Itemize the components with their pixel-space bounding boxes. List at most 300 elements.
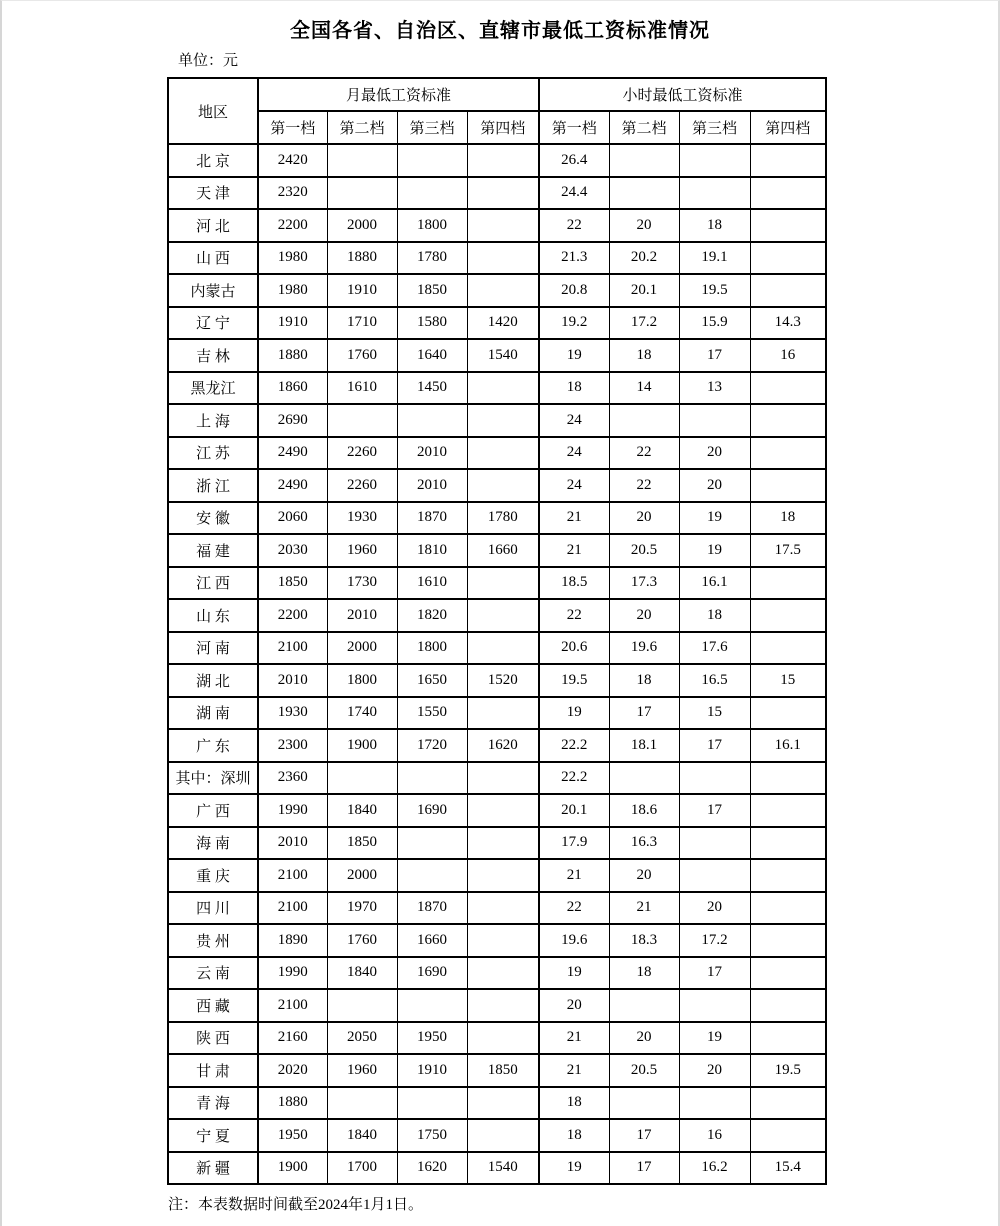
region-cell: 安 徽 xyxy=(168,502,258,535)
table-cell: 19 xyxy=(679,534,750,567)
table-cell xyxy=(327,404,397,437)
tier-column-header: 第四档 xyxy=(467,111,539,144)
region-cell: 西 藏 xyxy=(168,989,258,1022)
table-cell: 1890 xyxy=(258,924,327,957)
table-cell: 1900 xyxy=(327,729,397,762)
table-cell xyxy=(679,177,750,210)
table-cell: 2000 xyxy=(327,632,397,665)
table-cell: 20 xyxy=(609,209,679,242)
table-cell: 2100 xyxy=(258,632,327,665)
table-cell: 2100 xyxy=(258,859,327,892)
region-cell: 江 西 xyxy=(168,567,258,600)
header-group-row xyxy=(168,78,826,111)
table-cell: 17 xyxy=(679,794,750,827)
table-cell xyxy=(750,989,826,1022)
table-cell xyxy=(679,1087,750,1120)
region-cell: 湖 北 xyxy=(168,664,258,697)
table-cell: 17 xyxy=(679,729,750,762)
table-cell: 2360 xyxy=(258,762,327,795)
table-cell: 19.5 xyxy=(679,274,750,307)
table-cell xyxy=(397,827,467,860)
table-cell: 16.5 xyxy=(679,664,750,697)
table-cell xyxy=(397,144,467,177)
table-cell: 20 xyxy=(609,859,679,892)
table-cell: 1700 xyxy=(327,1152,397,1185)
table-cell: 1760 xyxy=(327,924,397,957)
table-cell: 2200 xyxy=(258,599,327,632)
table-cell xyxy=(467,1087,539,1120)
table-row xyxy=(168,1152,826,1185)
table-cell: 1580 xyxy=(397,307,467,340)
table-cell xyxy=(609,177,679,210)
table-cell xyxy=(679,404,750,437)
table-cell: 17.9 xyxy=(539,827,609,860)
table-cell xyxy=(467,924,539,957)
table-cell xyxy=(327,989,397,1022)
table-cell: 1820 xyxy=(397,599,467,632)
table-cell xyxy=(750,274,826,307)
table-cell: 2490 xyxy=(258,469,327,502)
table-cell: 19 xyxy=(679,502,750,535)
region-cell: 海 南 xyxy=(168,827,258,860)
table-cell: 13 xyxy=(679,372,750,405)
region-cell: 内蒙古 xyxy=(168,274,258,307)
table-cell: 19.6 xyxy=(539,924,609,957)
table-cell xyxy=(467,372,539,405)
table-cell: 1760 xyxy=(327,339,397,372)
table-cell: 16 xyxy=(750,339,826,372)
table-cell: 1850 xyxy=(467,1054,539,1087)
region-cell: 湖 南 xyxy=(168,697,258,730)
tier-column-header: 第三档 xyxy=(679,111,750,144)
table-cell xyxy=(679,827,750,860)
table-cell: 1850 xyxy=(327,827,397,860)
region-cell: 北 京 xyxy=(168,144,258,177)
table-cell: 18 xyxy=(539,1119,609,1152)
table-cell: 18 xyxy=(679,209,750,242)
table-cell: 1910 xyxy=(258,307,327,340)
region-cell: 山 西 xyxy=(168,242,258,275)
table-cell: 1540 xyxy=(467,1152,539,1185)
region-cell: 陕 西 xyxy=(168,1022,258,1055)
table-cell: 19 xyxy=(539,697,609,730)
table-cell xyxy=(467,632,539,665)
table-cell: 1880 xyxy=(258,1087,327,1120)
region-cell: 贵 州 xyxy=(168,924,258,957)
table-row xyxy=(168,957,826,990)
hourly-group-header: 小时最低工资标准 xyxy=(539,78,826,111)
table-cell xyxy=(679,859,750,892)
table-cell: 1620 xyxy=(467,729,539,762)
table-cell: 20 xyxy=(679,1054,750,1087)
table-cell xyxy=(467,1022,539,1055)
table-cell xyxy=(467,989,539,1022)
table-cell: 1840 xyxy=(327,1119,397,1152)
table-cell xyxy=(679,144,750,177)
table-cell: 1660 xyxy=(397,924,467,957)
region-column-header: 地区 xyxy=(168,78,258,144)
table-cell xyxy=(609,144,679,177)
table-cell: 26.4 xyxy=(539,144,609,177)
table-cell: 2690 xyxy=(258,404,327,437)
table-cell: 22 xyxy=(609,469,679,502)
table-cell: 2010 xyxy=(397,469,467,502)
table-cell xyxy=(397,177,467,210)
table-cell: 20.6 xyxy=(539,632,609,665)
table-cell: 16.3 xyxy=(609,827,679,860)
table-cell xyxy=(750,372,826,405)
table-cell xyxy=(609,1087,679,1120)
table-row xyxy=(168,144,826,177)
table-cell: 2100 xyxy=(258,892,327,925)
table-cell: 17 xyxy=(609,1152,679,1185)
table-cell: 2060 xyxy=(258,502,327,535)
table-cell: 1980 xyxy=(258,274,327,307)
table-cell: 20.5 xyxy=(609,534,679,567)
region-cell: 青 海 xyxy=(168,1087,258,1120)
table-cell: 20 xyxy=(609,1022,679,1055)
table-cell xyxy=(609,762,679,795)
table-cell: 18.3 xyxy=(609,924,679,957)
region-cell: 广 东 xyxy=(168,729,258,762)
table-cell: 2260 xyxy=(327,469,397,502)
table-cell: 21 xyxy=(539,534,609,567)
table-cell: 19.5 xyxy=(539,664,609,697)
table-cell: 22 xyxy=(609,437,679,470)
table-cell: 1990 xyxy=(258,794,327,827)
region-cell: 浙 江 xyxy=(168,469,258,502)
table-cell: 22.2 xyxy=(539,729,609,762)
table-cell xyxy=(467,274,539,307)
table-cell: 15 xyxy=(679,697,750,730)
table-cell: 17.2 xyxy=(609,307,679,340)
table-row xyxy=(168,339,826,372)
table-cell xyxy=(750,762,826,795)
table-cell: 1740 xyxy=(327,697,397,730)
header-tier-row xyxy=(168,111,826,144)
table-cell xyxy=(467,1119,539,1152)
table-cell xyxy=(397,859,467,892)
region-cell: 广 西 xyxy=(168,794,258,827)
table-cell: 17.6 xyxy=(679,632,750,665)
table-row xyxy=(168,307,826,340)
table-cell: 2030 xyxy=(258,534,327,567)
table-cell: 2300 xyxy=(258,729,327,762)
table-cell xyxy=(467,794,539,827)
table-cell xyxy=(467,859,539,892)
table-cell: 2320 xyxy=(258,177,327,210)
table-cell: 21 xyxy=(539,859,609,892)
table-cell: 22.2 xyxy=(539,762,609,795)
footnote: 注：本表数据时间截至2024年1月1日。 xyxy=(168,1197,424,1213)
table-cell: 18.5 xyxy=(539,567,609,600)
table-cell: 20.1 xyxy=(609,274,679,307)
table-cell xyxy=(750,404,826,437)
table-cell: 1900 xyxy=(258,1152,327,1185)
table-cell: 22 xyxy=(539,892,609,925)
table-cell: 19 xyxy=(539,957,609,990)
table-cell: 1860 xyxy=(258,372,327,405)
table-cell: 24.4 xyxy=(539,177,609,210)
table-cell: 24 xyxy=(539,437,609,470)
table-cell xyxy=(467,404,539,437)
table-cell: 1710 xyxy=(327,307,397,340)
table-cell: 19.1 xyxy=(679,242,750,275)
table-cell: 2010 xyxy=(258,664,327,697)
table-row xyxy=(168,242,826,275)
region-cell: 云 南 xyxy=(168,957,258,990)
region-cell: 天 津 xyxy=(168,177,258,210)
table-cell: 1720 xyxy=(397,729,467,762)
table-cell: 1660 xyxy=(467,534,539,567)
table-cell xyxy=(327,144,397,177)
table-cell: 20 xyxy=(679,437,750,470)
region-cell: 上 海 xyxy=(168,404,258,437)
table-row xyxy=(168,534,826,567)
table-cell xyxy=(750,1119,826,1152)
table-cell xyxy=(467,827,539,860)
table-cell xyxy=(750,697,826,730)
table-cell: 1780 xyxy=(467,502,539,535)
table-row xyxy=(168,794,826,827)
region-cell: 四 川 xyxy=(168,892,258,925)
table-cell xyxy=(750,1087,826,1120)
table-cell: 1930 xyxy=(258,697,327,730)
region-cell: 河 南 xyxy=(168,632,258,665)
table-cell: 15 xyxy=(750,664,826,697)
table-row xyxy=(168,892,826,925)
table-cell: 1850 xyxy=(258,567,327,600)
table-cell xyxy=(467,957,539,990)
table-cell: 20.2 xyxy=(609,242,679,275)
table-row xyxy=(168,664,826,697)
table-cell xyxy=(750,957,826,990)
table-row xyxy=(168,437,826,470)
table-cell: 1800 xyxy=(397,209,467,242)
table-cell: 21 xyxy=(539,1054,609,1087)
table-cell xyxy=(467,242,539,275)
table-cell: 22 xyxy=(539,599,609,632)
table-cell: 16.1 xyxy=(750,729,826,762)
table-cell xyxy=(609,404,679,437)
table-cell: 2010 xyxy=(397,437,467,470)
table-cell: 1980 xyxy=(258,242,327,275)
tier-column-header: 第二档 xyxy=(609,111,679,144)
table-cell: 2010 xyxy=(327,599,397,632)
table-cell: 2200 xyxy=(258,209,327,242)
table-cell: 17.2 xyxy=(679,924,750,957)
table-cell: 2490 xyxy=(258,437,327,470)
table-cell: 14 xyxy=(609,372,679,405)
table-cell: 20.5 xyxy=(609,1054,679,1087)
table-cell xyxy=(750,437,826,470)
table-cell: 22 xyxy=(539,209,609,242)
table-cell: 1780 xyxy=(397,242,467,275)
table-cell xyxy=(467,469,539,502)
table-row xyxy=(168,632,826,665)
monthly-group-header: 月最低工资标准 xyxy=(258,78,539,111)
table-cell: 2000 xyxy=(327,209,397,242)
table-row xyxy=(168,1054,826,1087)
region-cell: 江 苏 xyxy=(168,437,258,470)
table-cell xyxy=(750,469,826,502)
table-cell xyxy=(327,1087,397,1120)
table-row xyxy=(168,209,826,242)
table-cell: 1950 xyxy=(397,1022,467,1055)
table-cell: 1990 xyxy=(258,957,327,990)
table-row xyxy=(168,599,826,632)
table-cell: 18 xyxy=(679,599,750,632)
table-cell: 17 xyxy=(609,1119,679,1152)
table-cell xyxy=(750,242,826,275)
table-cell: 16.1 xyxy=(679,567,750,600)
table-cell: 16.2 xyxy=(679,1152,750,1185)
table-cell: 18 xyxy=(609,664,679,697)
region-cell: 重 庆 xyxy=(168,859,258,892)
table-body xyxy=(168,144,826,1184)
table-row xyxy=(168,177,826,210)
table-cell: 1640 xyxy=(397,339,467,372)
table-cell: 2010 xyxy=(258,827,327,860)
unit-label: 单位：元 xyxy=(178,52,239,69)
table-cell xyxy=(467,892,539,925)
tier-column-header: 第二档 xyxy=(327,111,397,144)
table-cell: 20.1 xyxy=(539,794,609,827)
region-cell: 吉 林 xyxy=(168,339,258,372)
table-cell xyxy=(467,762,539,795)
table-cell: 18 xyxy=(539,1087,609,1120)
region-cell: 辽 宁 xyxy=(168,307,258,340)
table-cell: 1910 xyxy=(327,274,397,307)
table-cell xyxy=(609,989,679,1022)
table-row xyxy=(168,404,826,437)
table-cell: 20 xyxy=(679,469,750,502)
tier-column-header: 第一档 xyxy=(539,111,609,144)
table-cell xyxy=(750,209,826,242)
table-cell: 20 xyxy=(609,502,679,535)
table-cell: 15.9 xyxy=(679,307,750,340)
table-cell: 1420 xyxy=(467,307,539,340)
table-cell xyxy=(327,177,397,210)
table-cell: 1550 xyxy=(397,697,467,730)
table-cell: 1750 xyxy=(397,1119,467,1152)
region-cell: 甘 肃 xyxy=(168,1054,258,1087)
table-cell: 15.4 xyxy=(750,1152,826,1185)
table-cell: 1970 xyxy=(327,892,397,925)
wage-table xyxy=(167,77,827,1185)
table-cell xyxy=(467,599,539,632)
table-cell xyxy=(750,827,826,860)
table-cell xyxy=(397,1087,467,1120)
table-cell: 1930 xyxy=(327,502,397,535)
table-cell: 1650 xyxy=(397,664,467,697)
table-cell: 17 xyxy=(679,339,750,372)
table-cell: 19.6 xyxy=(609,632,679,665)
tier-column-header: 第四档 xyxy=(750,111,826,144)
region-cell: 山 东 xyxy=(168,599,258,632)
table-cell: 2420 xyxy=(258,144,327,177)
table-cell: 1620 xyxy=(397,1152,467,1185)
table-cell: 21 xyxy=(609,892,679,925)
table-cell: 1690 xyxy=(397,957,467,990)
table-cell: 21 xyxy=(539,502,609,535)
table-cell: 1910 xyxy=(397,1054,467,1087)
table-cell xyxy=(679,762,750,795)
table-cell: 18.1 xyxy=(609,729,679,762)
region-cell: 其中：深圳 xyxy=(168,762,258,795)
table-row xyxy=(168,697,826,730)
table-cell: 18.6 xyxy=(609,794,679,827)
table-cell: 1800 xyxy=(397,632,467,665)
table-row xyxy=(168,567,826,600)
table-cell: 1800 xyxy=(327,664,397,697)
table-cell: 1880 xyxy=(327,242,397,275)
table-cell xyxy=(750,892,826,925)
table-cell xyxy=(750,177,826,210)
table-cell: 24 xyxy=(539,404,609,437)
table-cell: 20.8 xyxy=(539,274,609,307)
table-cell xyxy=(750,599,826,632)
table-cell: 1960 xyxy=(327,534,397,567)
table-cell: 1880 xyxy=(258,339,327,372)
table-cell xyxy=(467,567,539,600)
table-cell: 1810 xyxy=(397,534,467,567)
table-cell: 1870 xyxy=(397,892,467,925)
table-cell: 21 xyxy=(539,1022,609,1055)
table-cell: 21.3 xyxy=(539,242,609,275)
table-cell: 18 xyxy=(539,372,609,405)
table-cell: 1520 xyxy=(467,664,539,697)
table-cell: 19 xyxy=(679,1022,750,1055)
table-row xyxy=(168,469,826,502)
table-cell xyxy=(750,859,826,892)
tier-column-header: 第三档 xyxy=(397,111,467,144)
table-cell xyxy=(679,989,750,1022)
table-cell xyxy=(467,437,539,470)
table-cell: 2050 xyxy=(327,1022,397,1055)
table-cell xyxy=(467,697,539,730)
table-header xyxy=(168,78,826,144)
table-cell: 18 xyxy=(609,957,679,990)
table-cell: 20 xyxy=(679,892,750,925)
region-cell: 宁 夏 xyxy=(168,1119,258,1152)
table-cell: 18 xyxy=(750,502,826,535)
table-cell: 2020 xyxy=(258,1054,327,1087)
table-cell: 20 xyxy=(609,599,679,632)
table-cell xyxy=(397,989,467,1022)
table-cell: 14.3 xyxy=(750,307,826,340)
table-cell: 1870 xyxy=(397,502,467,535)
table-cell: 2260 xyxy=(327,437,397,470)
table-row xyxy=(168,859,826,892)
table-cell xyxy=(397,762,467,795)
table-cell: 17 xyxy=(679,957,750,990)
table-cell xyxy=(750,567,826,600)
table-row xyxy=(168,1119,826,1152)
table-row xyxy=(168,372,826,405)
table-cell xyxy=(467,177,539,210)
table-cell: 1850 xyxy=(397,274,467,307)
table-cell: 1960 xyxy=(327,1054,397,1087)
table-cell: 19.5 xyxy=(750,1054,826,1087)
table-cell: 19.2 xyxy=(539,307,609,340)
table-cell: 1730 xyxy=(327,567,397,600)
table-cell: 17.5 xyxy=(750,534,826,567)
region-cell: 新 疆 xyxy=(168,1152,258,1185)
table-row xyxy=(168,989,826,1022)
table-row xyxy=(168,502,826,535)
table-cell xyxy=(750,1022,826,1055)
